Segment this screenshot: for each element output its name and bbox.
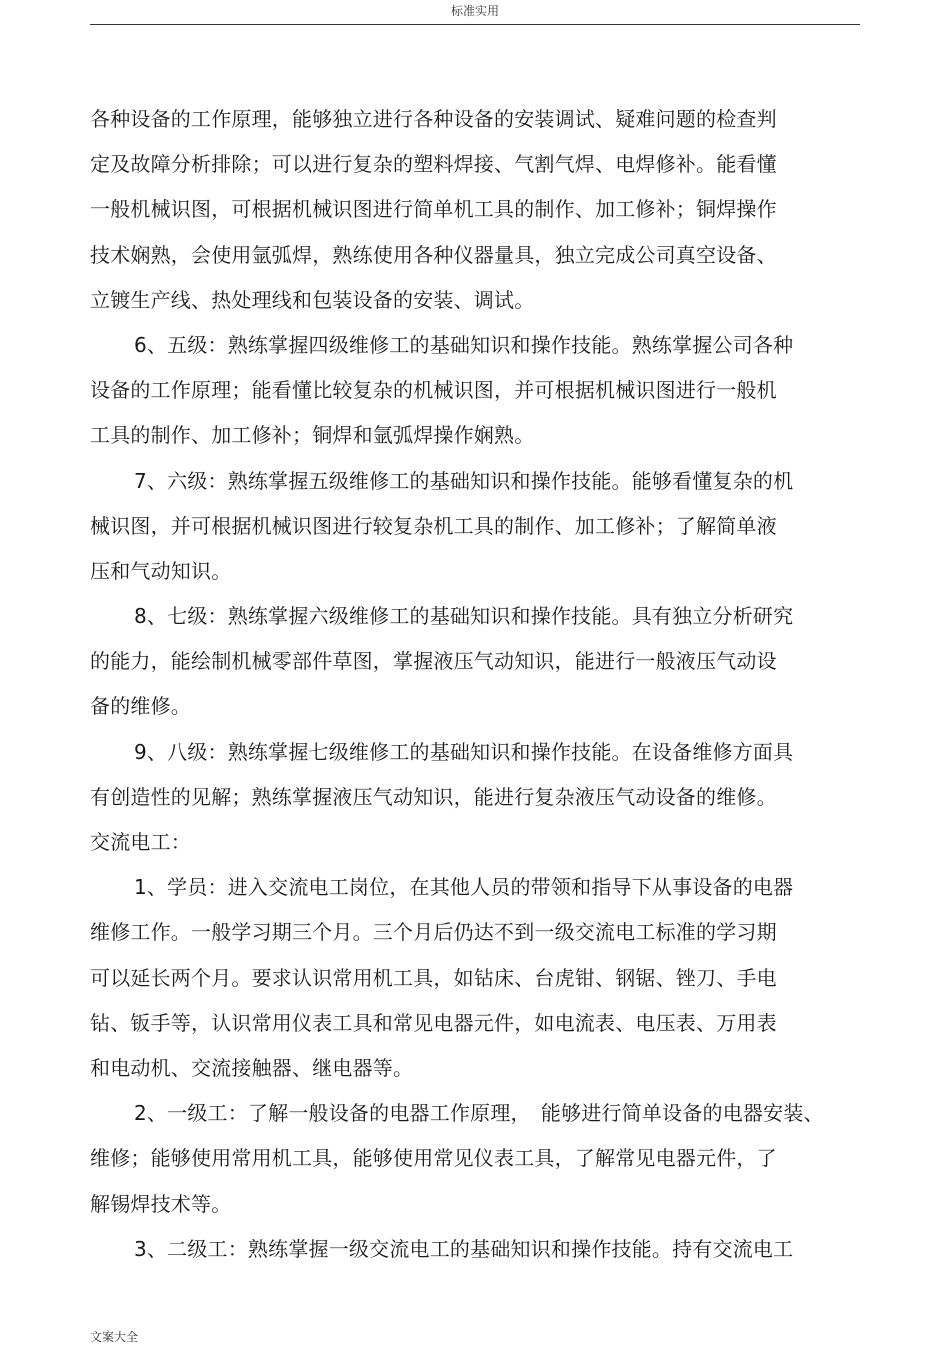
text-line: 6、五级：熟练掌握四级维修工的基础知识和操作技能。熟练掌握公司各种: [134, 332, 794, 357]
text-line: 可以延长两个月。要求认识常用机工具，如钻床、台虎钳、钢锯、锉刀、手电: [90, 965, 777, 990]
document-body: [90, 97, 850, 1272]
text-line: 7、六级：熟练掌握五级维修工的基础知识和操作技能。能够看懂复杂的机: [134, 468, 794, 493]
text-line: 的能力，能绘制机械零部件草图，掌握液压气动知识，能进行一般液压气动设: [90, 649, 777, 674]
text-line: 钻、钣手等，认识常用仪表工具和常见电器元件，如电流表、电压表、万用表: [90, 1010, 777, 1035]
text-line: 9、八级：熟练掌握七级维修工的基础知识和操作技能。在设备维修方面具: [134, 739, 794, 764]
text-line: 维修；能够使用常用机工具，能够使用常见仪表工具，了解常见电器元件，了: [90, 1146, 777, 1171]
page-header: [90, 0, 860, 25]
text-line: 备的维修。: [90, 694, 191, 719]
text-line: 压和气动知识。: [90, 558, 232, 583]
text-line: 设备的工作原理；能看懂比较复杂的机械识图，并可根据机械识图进行一般机: [90, 378, 777, 403]
text-line: 8、七级：熟练掌握六级维修工的基础知识和操作技能。具有独立分析研究: [134, 604, 794, 629]
text-line: 交流电工：: [90, 830, 191, 854]
header-text: 标准实用: [450, 4, 499, 18]
text-line: 2、一级工：了解一般设备的电器工作原理， 能够进行简单设备的电器安装、: [134, 1101, 824, 1126]
text-line: 定及故障分析排除；可以进行复杂的塑料焊接、气割气焊、电焊修补。能看懂: [90, 152, 777, 177]
text-line: 和电动机、交流接触器、继电器等。: [90, 1055, 414, 1080]
text-line: 械识图，并可根据机械识图进行较复杂机工具的制作、加工修补；了解简单液: [90, 513, 777, 538]
text-line: 维修工作。一般学习期三个月。三个月后仍达不到一级交流电工标准的学习期: [90, 920, 777, 945]
text-line: 各种设备的工作原理，能够独立进行各种设备的安装调试、疑难问题的检查判: [90, 107, 777, 131]
text-line: 3、二级工：熟练掌握一级交流电工的基础知识和操作技能。持有交流电工: [134, 1236, 794, 1261]
text-line: 工具的制作、加工修补；铜焊和氩弧焊操作娴熟。: [90, 423, 535, 448]
page-footer: 文案大全: [90, 1330, 139, 1344]
text-line: 技术娴熟，会使用氩弧焊，熟练使用各种仪器量具，独立完成公司真空设备、: [90, 242, 777, 267]
text-line: 立镀生产线、热处理线和包装设备的安装、调试。: [90, 287, 535, 312]
text-line: 有创造性的见解；熟练掌握液压气动知识，能进行复杂液压气动设备的维修。: [90, 784, 777, 809]
text-line: 解锡焊技术等。: [90, 1191, 232, 1216]
text-line: 一般机械识图，可根据机械识图进行简单机工具的制作、加工修补；铜焊操作: [90, 197, 777, 222]
text-line: 1、学员：进入交流电工岗位，在其他人员的带领和指导下从事设备的电器: [134, 875, 794, 900]
